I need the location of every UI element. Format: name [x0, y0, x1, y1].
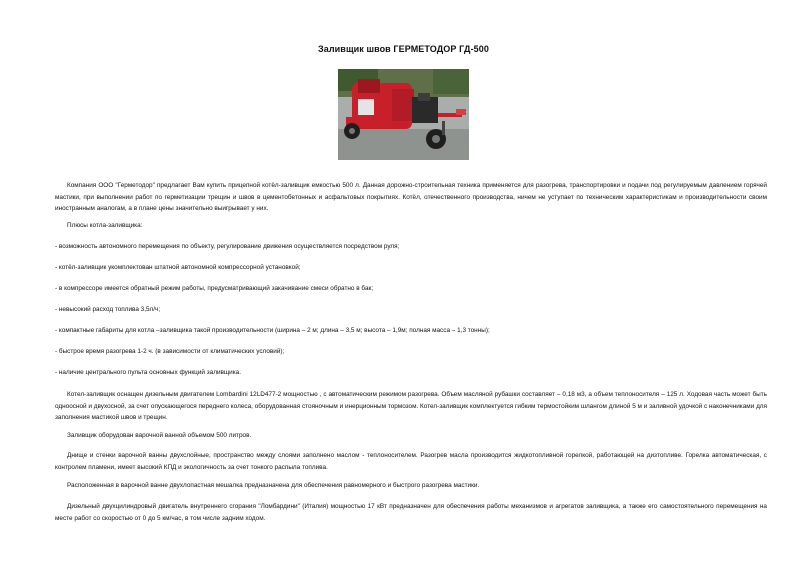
bath-block — [55, 430, 767, 442]
document-body — [55, 180, 767, 215]
list-item: - компактные габариты для котла –заливщика такой производительности (ширина – 2 м; длина – 3,5 м; высота – 1,9м; полная масса – 1,3 тонны); — [55, 327, 490, 334]
list-item-wrap — [55, 367, 767, 379]
sealer-machine-image — [338, 69, 469, 160]
pluses-list — [55, 241, 767, 253]
walls-paragraph: Днище и стенки варочной ванны двухслойные, пространство между слоями заполнено маслом - теплоносителем. Разогрев масла производится жидкотопливной горелкой, работающей на дизтопливе. Горелка автоматическая, с контролем пламени, имеет высокий КПД и экологичность за счет тонкого распыла топлива. — [55, 452, 767, 471]
list-item: - в компрессоре имеется обратный режим работы, предусматривающий закачивание смеси обратно в бак; — [55, 285, 374, 292]
list-item-wrap — [55, 346, 767, 358]
bath-paragraph: Заливщик оборудован варочной ванной объемом 500 литров. — [67, 432, 252, 439]
list-item: - быстрое время разогрева 1-2 ч. (в зависимости от климатических условий); — [55, 348, 285, 355]
list-item: - наличие центрального пульта основных функций заливщика. — [55, 369, 242, 376]
pluses-heading: Плюсы котла-заливщика: — [67, 222, 143, 229]
list-item: - возможность автономного перемещения по объекту, регулирование движения осуществляется посредством руля; — [55, 243, 400, 250]
mixer-block — [55, 480, 767, 492]
list-item: - невысокий расход топлива 3,5л/ч; — [55, 306, 161, 313]
walls-block — [55, 450, 767, 473]
engine-paragraph: Котел-заливщик оснащен дизельным двигателем Lombardini 12LD477-2 мощностью , с автоматическим режимом разогрева. Объем масляной рубашки составляет – 0,18 м3, а объем теплоносителя – 125 л. Ходовая часть может быть одноосной и двухосной, за счет опускающегося переднего колеса, оборудованная стояночным и инерционным тормозом. Котел-заливщик комплектуется гибким термостойким шлангом длиной 5 м и заливной удочкой с наконечниками для заполнения мастикой швов и трещин. — [55, 391, 767, 422]
page-title: Заливщик швов ГЕРМЕТОДОР ГД-500 — [318, 44, 489, 54]
diesel-paragraph: Дизельный двухцилиндровый двигатель внутреннего сгорания "Ломбардини" (Италия) мощностью 17 кВт предназначен для обеспечения работы механизмов и агрегатов заливщика, а также его самостоятельного перемещения на месте работ со скоростью от 0 до 5 км/час, в том числе задним ходом. — [55, 503, 767, 522]
product-photo — [338, 69, 469, 160]
engine-block — [55, 389, 767, 424]
intro-paragraph: Компания ООО "Герметодор" предлагает Вам купить прицепной котёл-заливщик емкостью 500 л. Данная дорожно-строительная техника применяется для разогрева, транспортировки и подачи под регулируемым давлением горячей мастики, при выполнении работ по герметизации трещин и швов в цементобетонных и асфальтовых покрытиях. Котёл, отечественного производства, ничем не уступает по техническим характеристикам и производительности своим иностранным аналогам, а в плане цены значительно выигрывает у них. — [55, 182, 767, 213]
diesel-block — [55, 501, 767, 524]
list-item-wrap — [55, 262, 767, 274]
list-item-wrap — [55, 304, 767, 316]
list-item-wrap — [55, 283, 767, 295]
pluses-heading-block — [55, 220, 767, 232]
list-item: - котёл-заливщик укомплектован штатной автономной компрессорной установкой; — [55, 264, 301, 271]
list-item-wrap — [55, 325, 767, 337]
mixer-paragraph: Расположенная в варочной ванне двухлопастная мешалка предназначена для обеспечения равномерного и быстрого разогрева мастики. — [67, 482, 480, 489]
